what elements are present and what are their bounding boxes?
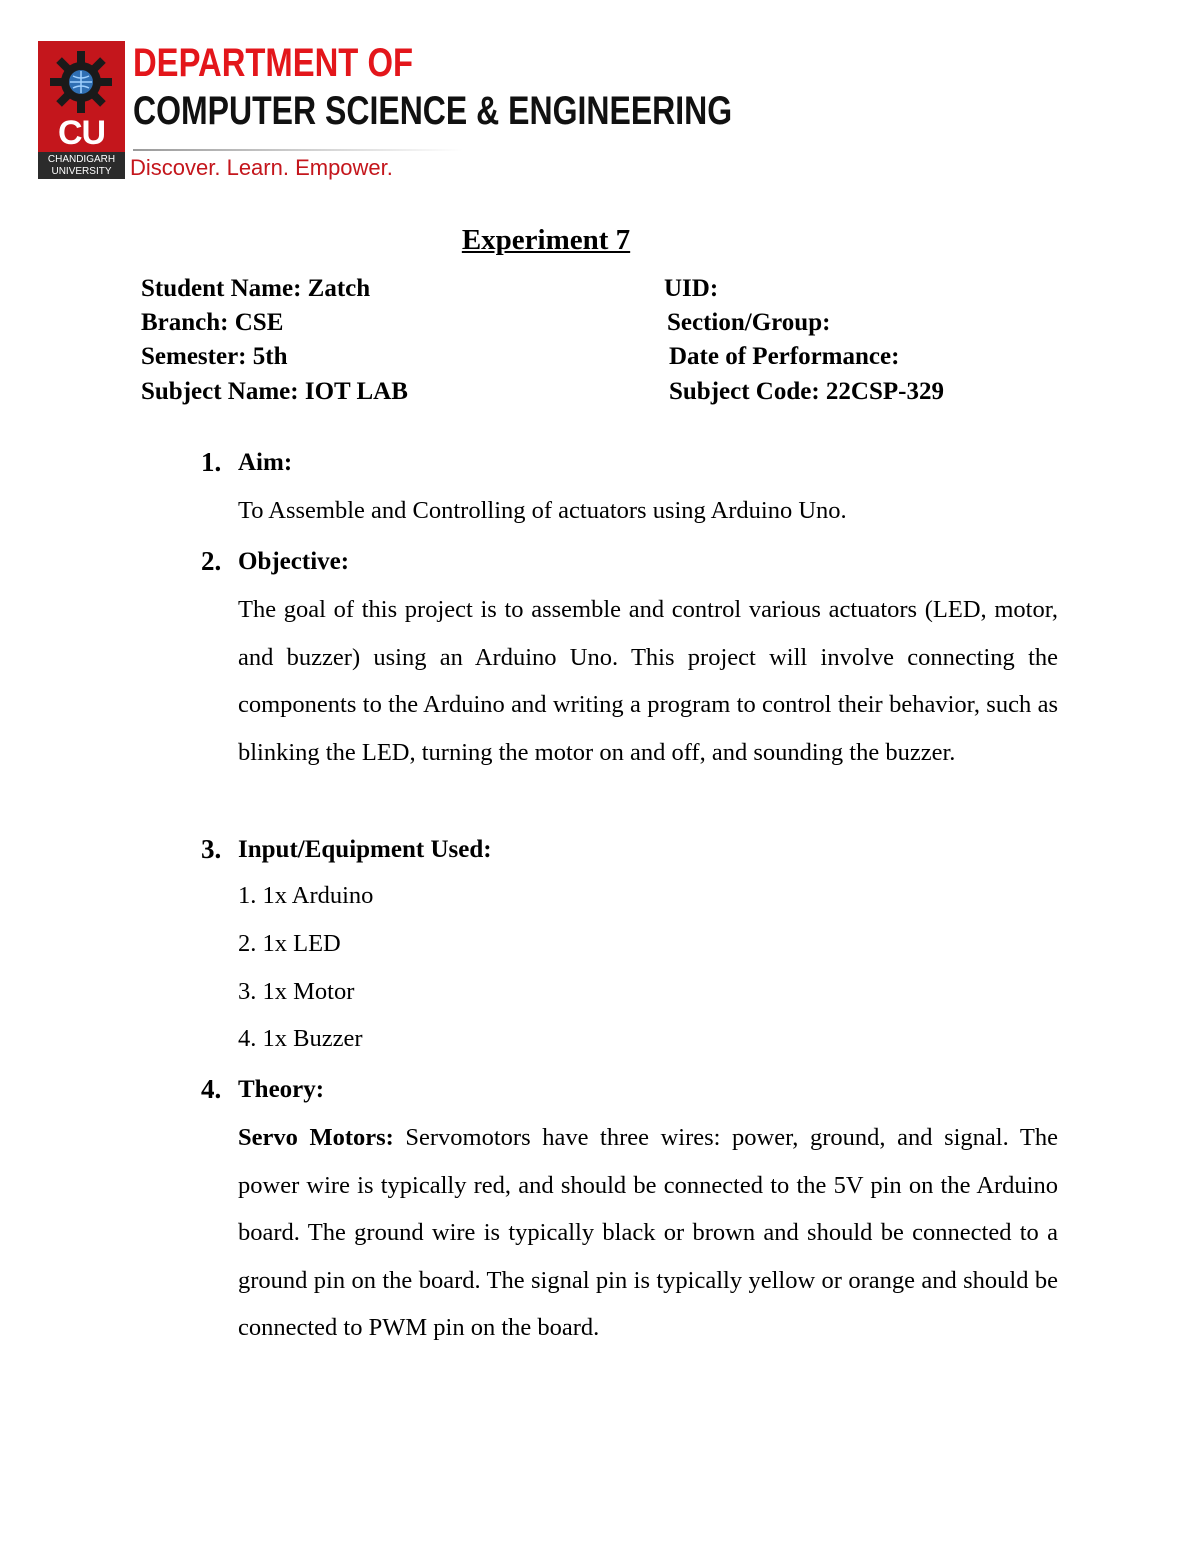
objective-heading: Objective: — [238, 548, 350, 575]
equipment-item: 3. 1x Motor — [238, 978, 355, 1005]
section-group: Section/Group: — [667, 309, 831, 336]
student-name: Student Name: Zatch — [141, 275, 371, 302]
logo-university-band — [38, 152, 125, 179]
aim-text: To Assemble and Controlling of actuators using Arduino Uno. — [238, 497, 847, 524]
aim-heading: Aim: — [238, 449, 293, 476]
theory-number: 4. — [201, 1074, 222, 1104]
subject-code: Subject Code: 22CSP-329 — [669, 378, 944, 405]
branch: Branch: CSE — [141, 309, 284, 336]
uid-field: UID: — [664, 275, 719, 302]
tagline: Discover. Learn. Empower. — [130, 155, 393, 180]
objective-number: 2. — [201, 546, 222, 576]
equipment-item: 1. 1x Arduino — [238, 882, 374, 909]
semester: Semester: 5th — [141, 343, 288, 370]
logo-subtext-2: UNIVERSITY — [51, 166, 112, 177]
header-divider — [133, 149, 463, 151]
gear-globe-icon — [48, 49, 114, 115]
department-heading-line2: COMPUTER SCIENCE & ENGINEERING — [133, 89, 733, 133]
theory-text: Servomotors have three wires: power, ground, and signal. The power wire is typically red, and should be connected to the 5V pin on the Arduino board. The ground wire is typically black or brown and should be connected to a ground pin on the board. The signal pin is typically yellow or orange and should be connected to PWM pin on the board. — [238, 1124, 1058, 1341]
department-heading-line1: DEPARTMENT OF — [133, 41, 414, 85]
theory-lead: Servo Motors: — [238, 1124, 394, 1151]
subject-name: Subject Name: IOT LAB — [141, 378, 408, 405]
aim-number: 1. — [201, 447, 222, 477]
equipment-item: 4. 1x Buzzer — [238, 1025, 363, 1052]
university-logo — [38, 41, 125, 179]
equipment-item: 2. 1x LED — [238, 930, 341, 957]
logo-subtext-1: CHANDIGARH — [47, 154, 116, 165]
theory-heading: Theory: — [238, 1076, 325, 1103]
logo-cu-text: CU — [57, 114, 106, 152]
theory-paragraph — [238, 1114, 1058, 1352]
date-of-performance: Date of Performance: — [669, 343, 900, 370]
experiment-title: Experiment 7 — [461, 224, 631, 256]
objective-text: The goal of this project is to assemble and control various actuators (LED, motor, and buzzer) using an Arduino Uno. This project will involve connecting the components to the Arduino and writing a program to control their behavior, such as blinking the LED, turning the motor on and off, and sounding the buzzer. — [238, 596, 1058, 766]
equipment-heading: Input/Equipment Used: — [238, 836, 492, 863]
equipment-number: 3. — [201, 834, 222, 864]
